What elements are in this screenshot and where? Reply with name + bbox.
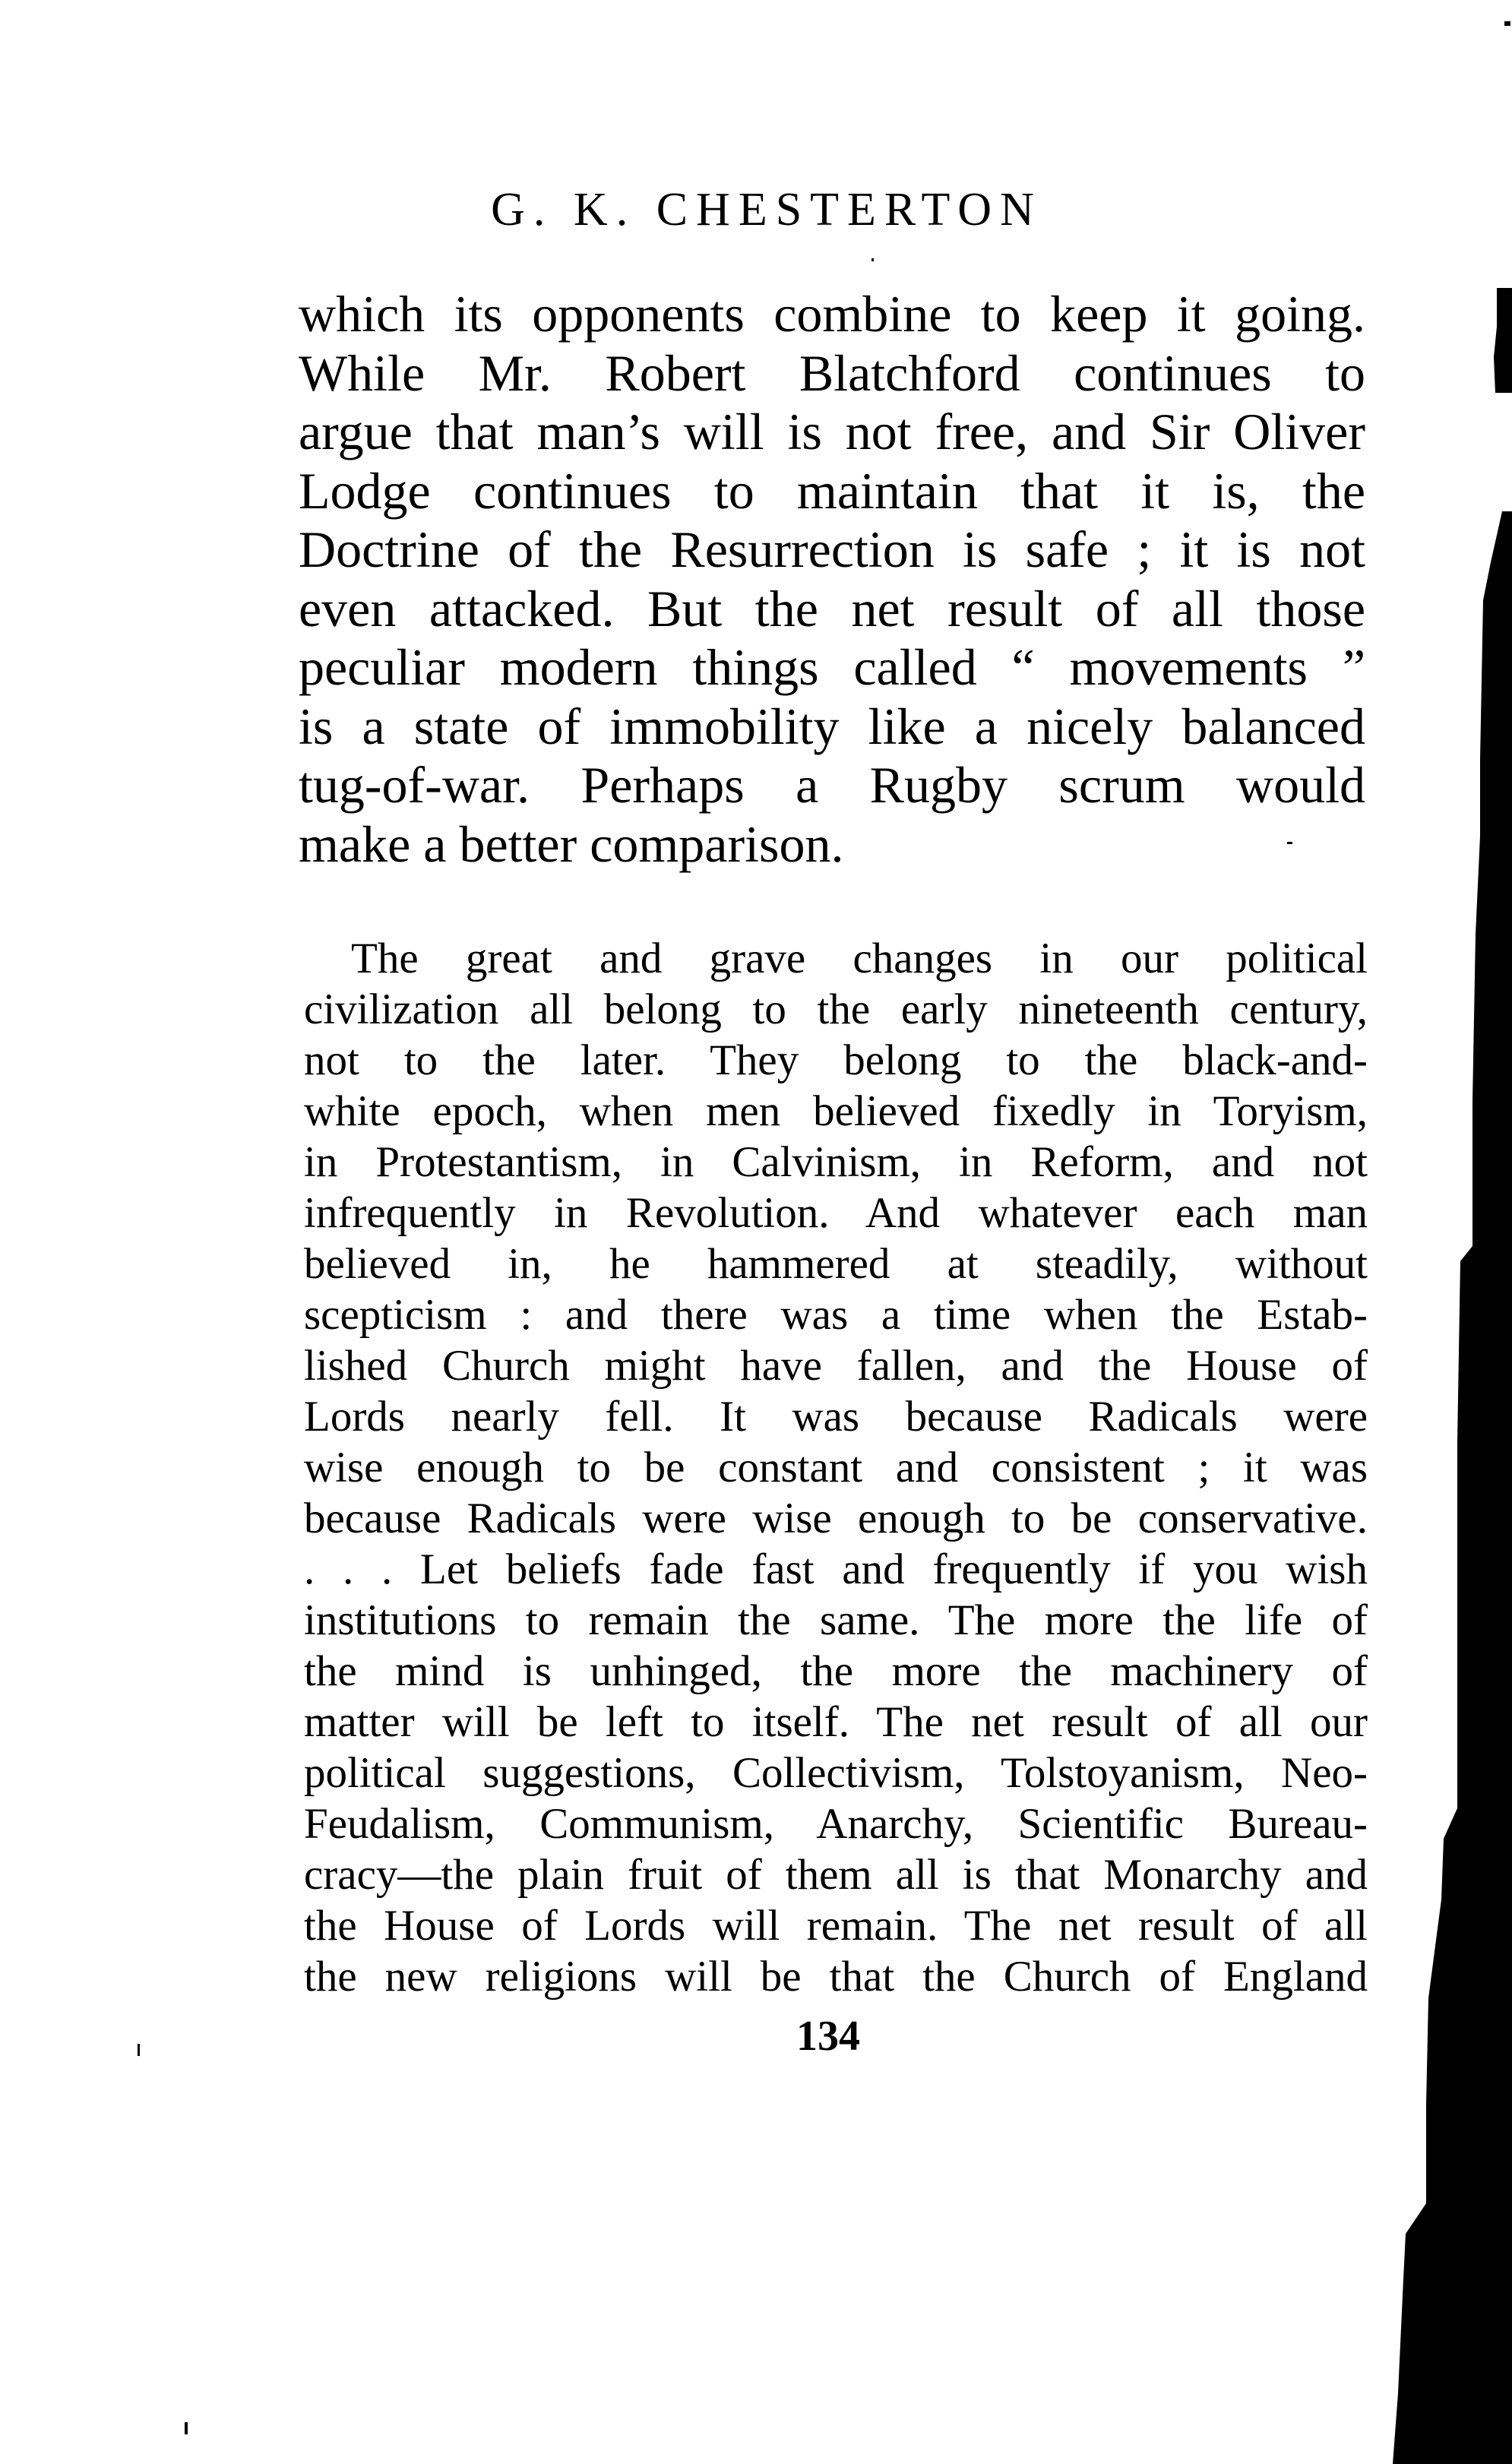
edge-shadow-main — [1393, 511, 1512, 2464]
text-line: tug-of-war. Perhaps a Rugby scrum would — [299, 756, 1365, 814]
text-line: white epoch, when men believed fixedly in Toryism, — [304, 1087, 1368, 1135]
text-line: argue that man’s will is not free, and Sir Oliver — [299, 403, 1365, 460]
text-line: The great and grave changes in our political — [351, 935, 1368, 982]
edge-shadow-top — [1494, 288, 1512, 393]
text-line: in Protestantism, in Calvinism, in Reform, and not — [304, 1138, 1368, 1186]
page-number: 134 — [796, 2013, 860, 2060]
stray-mark — [871, 258, 874, 261]
text-line: make a better comparison. — [299, 814, 844, 873]
text-line: While Mr. Robert Blatchford continues to — [299, 343, 1365, 402]
text-line: political suggestions, Collectivism, Tolstoyanism, Neo- — [304, 1749, 1368, 1797]
text-line: peculiar modern things called “ movements ” — [299, 638, 1365, 696]
stray-mark — [185, 2422, 188, 2434]
stray-mark — [1504, 21, 1510, 26]
text-line: which its opponents combine to keep it going. — [299, 285, 1365, 343]
text-line: wise enough to be constant and consistent ; it was — [304, 1444, 1368, 1491]
text-line: the House of Lords will remain. The net result of all — [304, 1902, 1368, 1950]
text-line: . . . Let beliefs fade fast and frequently if you wish — [304, 1545, 1368, 1593]
text-line: lished Church might have fallen, and the House of — [304, 1342, 1368, 1390]
text-line: matter will be left to itself. The net result of all our — [304, 1698, 1368, 1746]
text-line: believed in, he hammered at steadily, without — [304, 1240, 1368, 1288]
text-line: Lords nearly fell. It was because Radicals were — [304, 1393, 1368, 1441]
paragraph-1 — [299, 285, 1365, 874]
text-line: the mind is unhinged, the more the machinery of — [304, 1647, 1368, 1695]
running-head: G. K. CHESTERTON — [491, 184, 1042, 236]
text-line: institutions to remain the same. The more the life of — [304, 1596, 1368, 1644]
paragraph-2 — [304, 933, 1368, 2002]
text-line: not to the later. They belong to the black-and- — [304, 1036, 1368, 1084]
text-line: cracy—the plain fruit of them all is that Monarchy and — [304, 1851, 1368, 1899]
text-line: infrequently in Revolution. And whatever each man — [304, 1189, 1368, 1237]
text-line: Feudalism, Communism, Anarchy, Scientific Bureau- — [304, 1800, 1368, 1848]
text-line: even attacked. But the net result of all those — [299, 579, 1365, 637]
text-line: because Radicals were wise enough to be conservative. — [304, 1495, 1368, 1542]
text-line: scepticism : and there was a time when the Estab- — [304, 1291, 1368, 1339]
text-line: civilization all belong to the early nineteenth century, — [304, 985, 1368, 1033]
text-line: Lodge continues to maintain that it is, the — [299, 461, 1365, 520]
text-line: Doctrine of the Resurrection is safe ; it is not — [299, 520, 1365, 578]
text-line: the new religions will be that the Church of England — [304, 1953, 1368, 2001]
text-line: is a state of immobility like a nicely balanced — [299, 697, 1365, 755]
stray-mark — [138, 2044, 140, 2056]
